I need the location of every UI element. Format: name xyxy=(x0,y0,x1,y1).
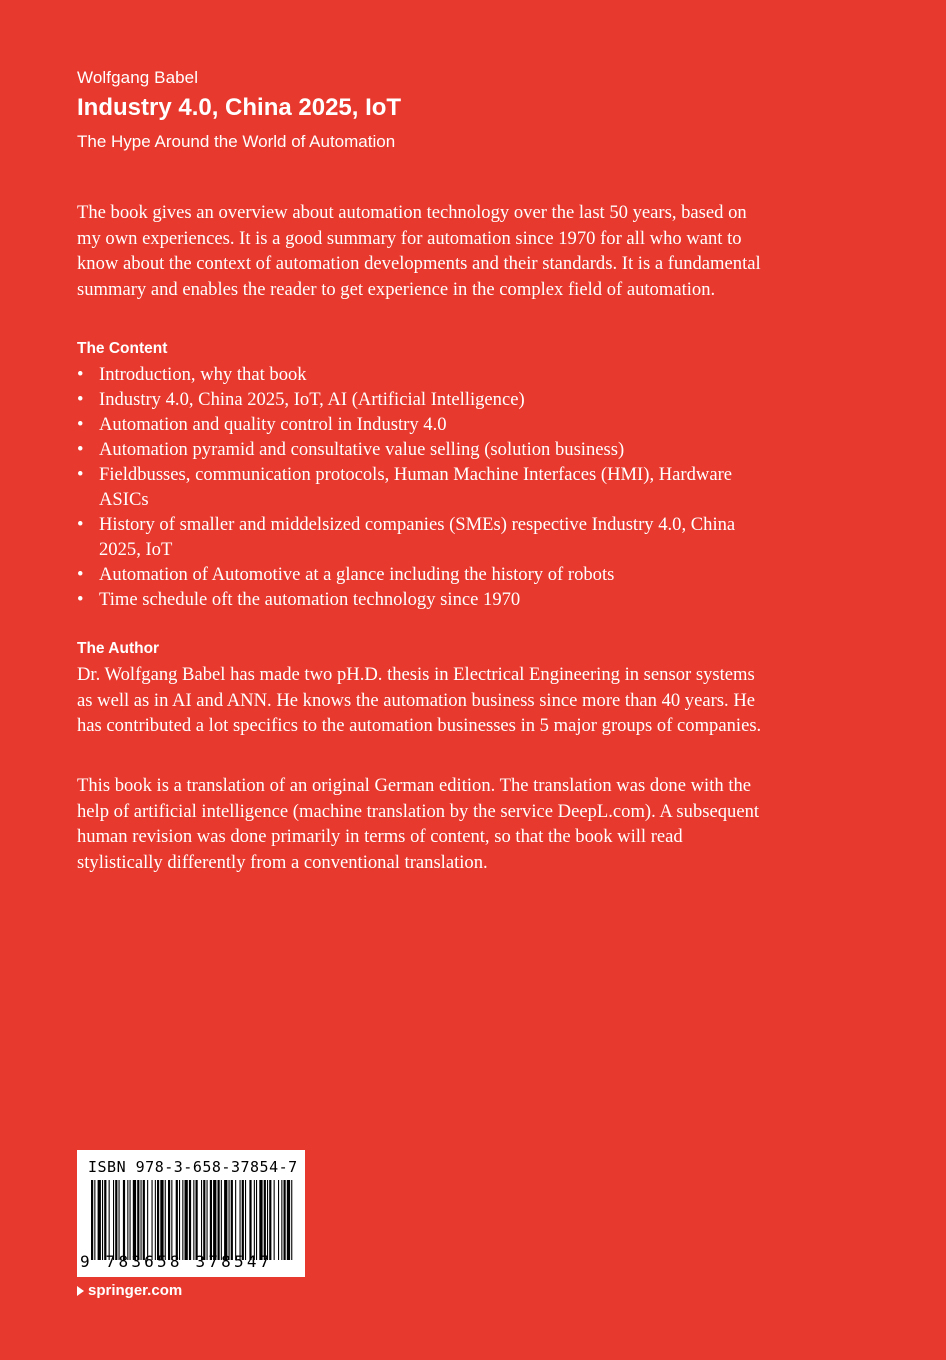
list-item: • History of smaller and middelsized companies (SMEs) respective Industry 4.0, China 2025, IoT xyxy=(77,512,767,562)
author-heading: The Author xyxy=(77,640,160,657)
publisher-link[interactable] xyxy=(77,1282,182,1299)
list-item: • Automation pyramid and consultative value selling (solution business) xyxy=(77,437,767,462)
book-subtitle: The Hype Around the World of Automation xyxy=(77,132,396,151)
content-list xyxy=(77,362,767,612)
triangle-arrow-icon xyxy=(77,1286,84,1296)
author-bio: Dr. Wolfgang Babel has made two pH.D. thesis in Electrical Engineering in sensor systems as well as in AI and ANN. He knows the automation business since more than 40 years. He has contributed a lot specifics to the automation businesses in 5 major groups of companies. xyxy=(77,664,762,737)
list-item: • Fieldbusses, communication protocols, Human Machine Interfaces (HMI), Hardware ASICs xyxy=(77,462,767,512)
list-item: • Automation of Automotive at a glance including the history of robots xyxy=(77,562,767,587)
isbn-barcode xyxy=(77,1150,305,1277)
author-name: Wolfgang Babel xyxy=(77,68,199,87)
isbn-label: ISBN 978-3-658-37854-7 xyxy=(88,1158,298,1176)
list-item: • Time schedule oft the automation technology since 1970 xyxy=(77,587,767,612)
list-item: • Industry 4.0, China 2025, IoT, AI (Artificial Intelligence) xyxy=(77,387,767,412)
list-item: • Automation and quality control in Industry 4.0 xyxy=(77,412,767,437)
list-item: • Introduction, why that book xyxy=(77,362,767,387)
content-heading: The Content xyxy=(77,340,168,357)
barcode-digits: 9 783658 378547 xyxy=(80,1252,273,1271)
publisher-website: springer.com xyxy=(88,1282,183,1299)
barcode-bars xyxy=(91,1180,293,1260)
book-title: Industry 4.0, China 2025, IoT xyxy=(77,94,402,121)
translation-note: This book is a translation of an original German edition. The translation was done with the help of artificial intelligence (machine translation by the service DeepL.com). A subsequent human revision was done primarily in terms of content, so that the book will read stylistically differently from a conventional translation. xyxy=(77,775,760,873)
book-blurb: The book gives an overview about automation technology over the last 50 years, based on my own experiences. It is a good summary for automation since 1970 for all who want to know about the context of automation developments and their standards. It is a fundamental summary and enables the reader to get experience in the complex field of automation. xyxy=(77,202,761,300)
